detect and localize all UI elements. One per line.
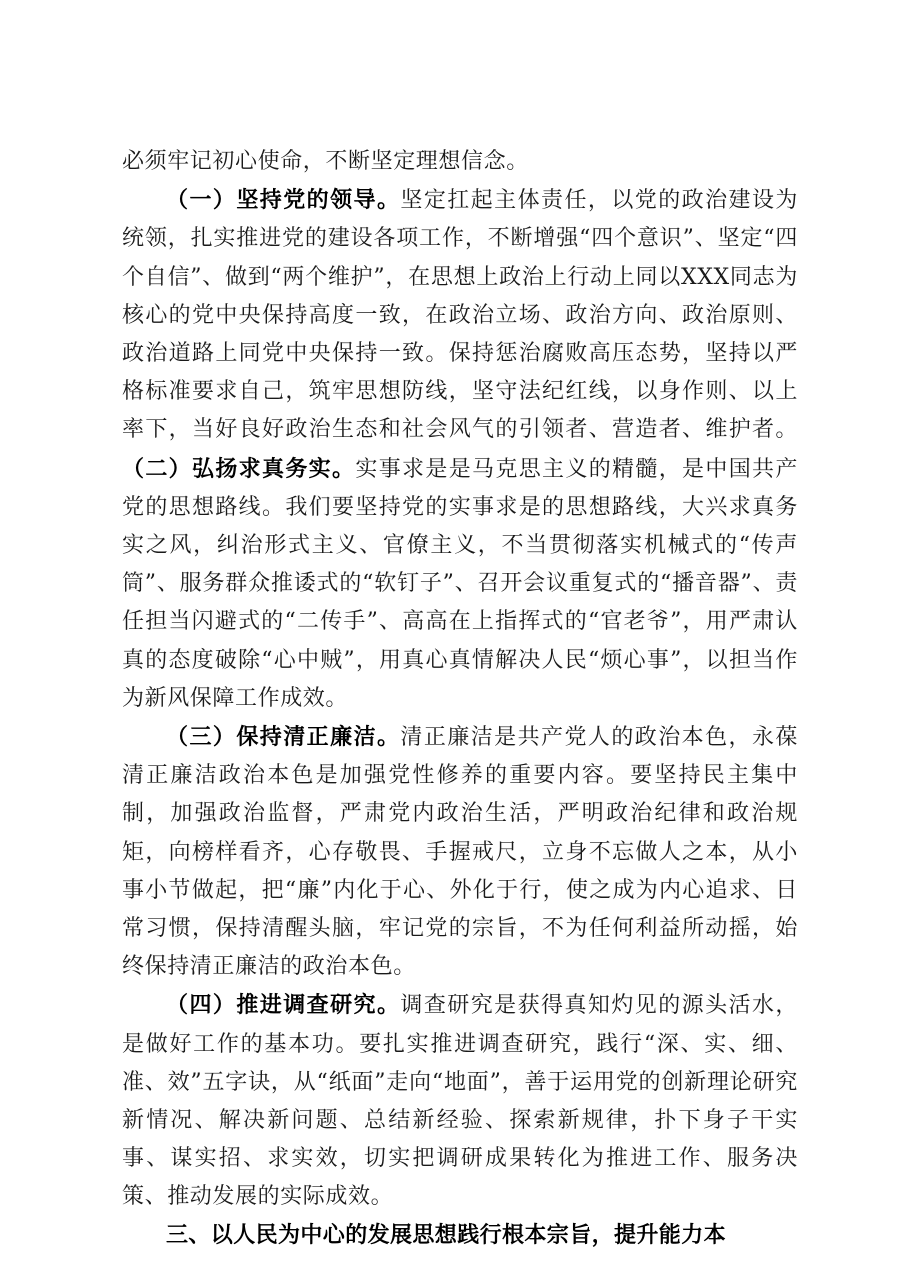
paragraph-text: 实事求是是马克思主义的精髓，是中国共产党的思想路线。我们要坚持党的实事求是的思想路线，大兴求真务实之风，纠治形式主义、官僚主义，不当贯彻落实机械式的“传声筒”、服务群众推诿式的“软钉子”、召开会议重复式的“播音器”、责任担当闪避式的“二传手”、高高在上指挥式的“官老爷”，用严肃认真的态度破除“心中贼”，用真心真情解决人民“烦心事”，以担当作为新风保障工作成效。 (122, 456, 798, 711)
paragraph-integrity (122, 718, 798, 986)
paragraph-continuation (122, 143, 798, 181)
paragraph-text: 坚定扛起主体责任，以党的政治建设为统领，扎实推进党的建设各项工作，不断增强“四个意识”、坚定“四个自信”、做到“两个维护”，在思想上政治上行动上同以XXX同志为核心的党中央保持高度一致，在政治立场、政治方向、政治原则、政治道路上同党中央保持一致。保持惩治腐败高压态势，坚持以严格标准要求自己，筑牢思想防线，坚守法纪红线，以身作则、以上率下，当好良好政治生态和社会风气的引领者、营造者、维护者。 (122, 188, 798, 443)
section-lead-2: （二）弘扬求真务实。 (122, 455, 356, 482)
paragraph-party-leadership (122, 181, 798, 718)
paragraph-investigation (122, 986, 798, 1216)
paragraph-text: 必须牢记初心使命，不断坚定理想信念。 (122, 149, 529, 174)
section-heading-3: 三、以人民为中心的发展思想践行根本宗旨，提升能力本 (166, 1222, 727, 1248)
paragraph-text: 清正廉洁是共产党人的政治本色，永葆清正廉洁政治本色是加强党性修养的重要内容。要坚持民主集中制，加强政治监督，严肃党内政治生活，严明政治纪律和政治规矩，向榜样看齐，心存敬畏、手握戒尺，立身不忘做人之本，从小事小节做起，把“廉”内化于心、外化于行，使之成为内心追求、日常习惯，保持清醒头脑，牢记党的宗旨，不为任何利益所动摇，始终保持清正廉洁的政治本色。 (122, 725, 798, 980)
section-lead-1: （一）坚持党的领导。 (166, 187, 401, 214)
paragraph-text: 调查研究是获得真知灼见的源头活水，是做好工作的基本功。要扎实推进调查研究，践行“深、实、细、准、效”五字诀，从“纸面”走向“地面”，善于运用党的创新理论研究新情况、解决新问题、总结新经验、探索新规律，扑下身子干实事、谋实招、求实效，切实把调研成果转化为推进工作、服务决策、推动发展的实际成效。 (122, 993, 798, 1210)
section-lead-3: （三）保持清正廉洁。 (166, 724, 401, 751)
section-lead-4: （四）推进调查研究。 (166, 992, 401, 1019)
document-body (122, 143, 798, 1255)
